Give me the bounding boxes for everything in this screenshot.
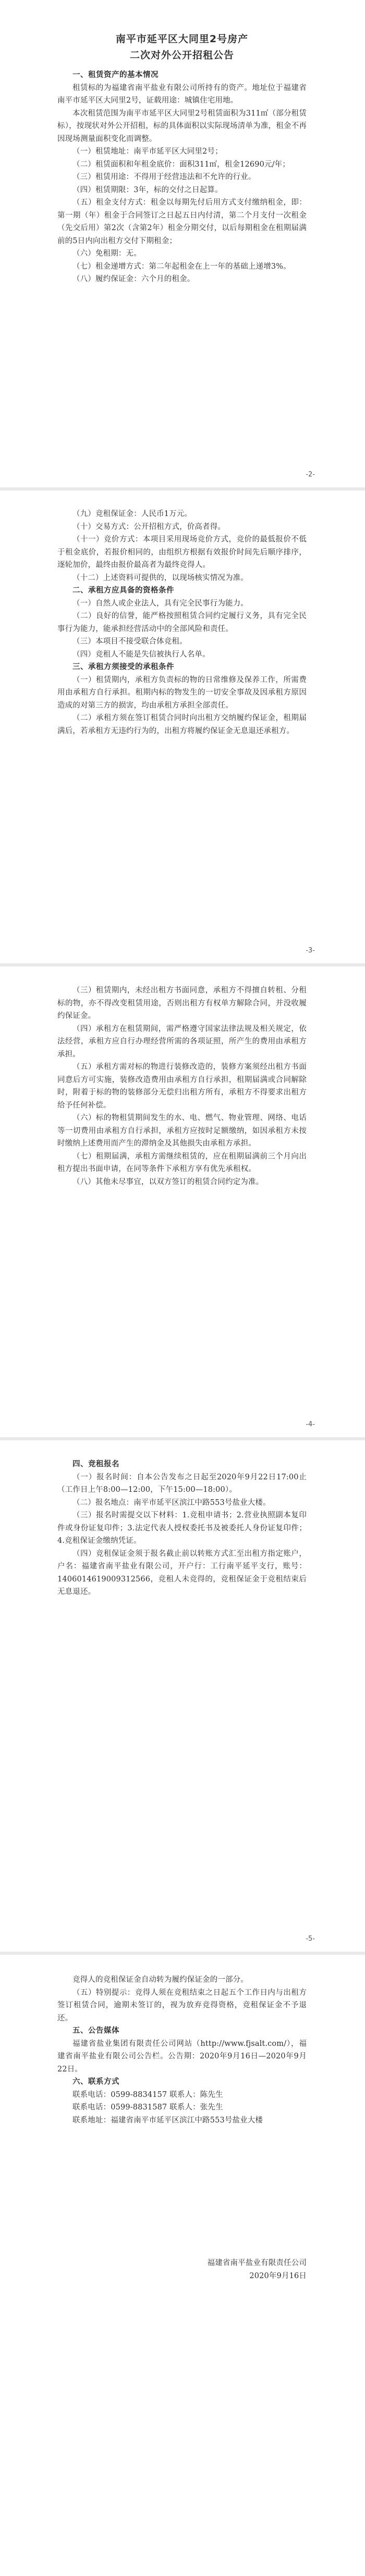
paragraph: 租赁标的为福建省南平盐业有限公司所持有的资产。地址位于福建省南平市延平区大同里2号，证载用途：城镇住宅用地。 [57, 83, 307, 105]
section-heading: 五、公告媒体 [72, 2027, 119, 2035]
paragraph: （三）本项目不接受联合体竞租。 [72, 637, 187, 646]
paragraph: （五）租金支付方式：租金以每期先付后用方式支付缴纳租金，即：第一期（年）租金于合同签订之日起五日内付清，第二个月支付一次租金（先交后用）第2次（含第2年）租金分期交付，以后每期租金在租期届满前的5日内向出租方交付下期租金； [57, 198, 307, 245]
paragraph: 本次租赁范围为南平市延平区大同里2号租赁面积为311㎡（部分租赁标），按现状对外公开招租，标的具体面积以实际现场清单为准，租金不再因现场测量面积变化而调整。 [57, 109, 307, 143]
paragraph: （五）特别提示：竞得人须在竞租结束之日起五个工作日内与出租方签订租赁合同，逾期未签订的，视为放弃竞得资格，竞租保证金不予退还。 [57, 1988, 307, 2022]
paragraph: （一）租赁地址：南平市延平区大同里2号； [72, 147, 223, 156]
paragraph: （八）履约保证金：六个月的租金。 [72, 275, 195, 283]
page-divider [0, 963, 365, 966]
page-3 [0, 984, 365, 1188]
signature-block [57, 2257, 307, 2282]
section-heading: 一、租赁资产的基本情况 [72, 71, 159, 79]
page-5-body [57, 1974, 307, 2127]
paragraph: （七）租金递增方式：第二年起租金在上一年的基础上递增3%。 [72, 262, 291, 271]
paragraph: 竞得人的竞租保证金自动转为履约保证金的一部分。 [72, 1976, 248, 1984]
paragraph: （八）其他未尽事宜，以双方签订的租赁合同约定为准。 [72, 1177, 264, 1186]
page-4 [0, 1458, 365, 1599]
page-4-body [57, 1458, 307, 1599]
paragraph: （十）交易方式：公开招租方式，价高者得。 [72, 522, 225, 531]
page-number: -2- [306, 471, 315, 479]
paragraph: （三）租赁期内，未经出租方书面同意，承租方不得擅自转租、分租标的物，亦不得改变租赁用途，否则出租方有权单方解除合同，并没收履约保证金。 [57, 986, 307, 1020]
paragraph: （四）承租方在租赁期间，需严格遵守国家法律法规及相关规定，依法经营，承租方应自行办理经营所需的各项证照，所产生的费用由承租方承担。 [57, 1024, 307, 1059]
paragraph: 福建省盐业集团有限责任公司网站（http://www.fjsalt.com/），福建省南平盐业有限公司公告栏。公告期：2020年9月16日—2020年9月22日。 [57, 2039, 307, 2074]
page-number: -5- [306, 1935, 315, 1943]
page-1 [0, 31, 365, 286]
paragraph: 联系电话：0599-8834157 联系人：陈先生 [72, 2090, 223, 2099]
page-2 [0, 508, 365, 737]
notice-title [57, 31, 307, 64]
page-number: -4- [306, 1421, 315, 1428]
paragraph: （一）报名时间：自本公告发布之日起至2020年9月22日17:00止（工作日上午8:00—12:00，下午15:00—18:00）。 [57, 1473, 307, 1494]
paragraph: （二）承租方须在签订租赁合同时向出租方交纳履约保证金，租期届满后，若承租方无违约行为的，出租方将履约保证金无息退还承租方。 [57, 714, 307, 735]
paragraph: （四）竞租保证金须于报名截止前以转账方式汇至出租方指定账户，户名：福建省南平盐业有限公司，开户行：工行南平延平支行，账号：1406014619009312566，竞租人未竞得的，竞租保证金于竞租结束后无息退还。 [57, 1549, 307, 1596]
page-divider [0, 1437, 365, 1440]
paragraph: （十二）上述资料可提供的，以现场核实情况为准。 [72, 573, 248, 582]
paragraph: （七）租期届满，承租方需继续租赁的，应在租期届满前三个月向出租方提出书面申请，在同等条件下承租方享有优先承租权。 [57, 1152, 307, 1173]
page-divider [0, 487, 365, 491]
paragraph: （四）租赁期限：3年，标的交付之日起算。 [72, 185, 223, 194]
paragraph: （三）报名时需提交以下材料：1.竞租申请书；2.营业执照副本复印件或身份证复印件；3.法定代表人授权委托书及被委托人身份证复印件；4.竞租保证金缴纳凭证。 [57, 1511, 307, 1545]
paragraph: （一）自然人或企业法人，具有完全民事行为能力。 [72, 599, 248, 608]
paragraph: （五）承租方需对标的物进行装修改造的，装修方案须经出租方书面同意后方可实施，装修改造费用由承租方自行承担，租期届满或合同解除时，附着于标的物的装修部分无偿归出租方所有，承租方不得要求出租方给予任何补偿。 [57, 1063, 307, 1110]
notice-title-line-1: 南平市延平区大同里2号房产 [115, 33, 249, 45]
section-heading: 六、联系方式 [72, 2078, 119, 2086]
paragraph: 联系地址：福建省南平市延平区滨江中路553号盐业大楼 [72, 2116, 263, 2125]
notice-title-line-2: 二次对外公开招租公告 [129, 49, 234, 61]
page-3-body [57, 984, 307, 1188]
paragraph: （二）租赁面积和年租金底价：面积311㎡，租金12690元/年； [72, 160, 290, 169]
paragraph: （四）竞租人不能是失信被执行人名单。 [72, 650, 210, 659]
page-divider [0, 1952, 365, 1955]
paragraph: （九）竞租保证金：人民币1万元。 [72, 510, 192, 518]
paragraph: （一）租赁期内，承租方负责标的物的日常维修及保养工作，所需费用由承租方自行承担。租期内标的物发生的一切安全事故及因承租方原因造成的对第三方的损害，均由承租方承担全部责任。 [57, 675, 307, 710]
paragraph: （三）租赁用途：不得用于经营违法和不允许的行业。 [72, 173, 256, 181]
paragraph: （六）免租期：无。 [72, 249, 141, 258]
paragraph: （六）标的物租赁期间发生的水、电、燃气、物业管理、网络、电话等一切费用由承租方自行承担，承租方应按时足额缴纳，如因承租方未按时缴纳上述费用而产生的滞纳金及其他损失由承租方承担。 [57, 1114, 307, 1148]
paragraph: 联系电话：0599-8831587 联系人：张先生 [72, 2103, 223, 2112]
paragraph: （十一）竞价方式：本项目采用现场竞价方式，竞价的最低报价不低于租金底价，若报价相同的，由组织方根据有效报价时间先后顺序排序，逐轮加价，最终由报价最高者为最终竞得人。 [57, 535, 307, 569]
signature-org: 福建省南平盐业有限责任公司 [207, 2259, 307, 2267]
page-2-body [57, 508, 307, 737]
section-heading: 三、承租方须接受的承租条件 [72, 663, 174, 671]
paragraph: （二）报名地点：南平市延平区滨江中路553号盐业大楼。 [72, 1498, 271, 1507]
section-heading: 二、承租方应具备的资格条件 [72, 586, 174, 595]
page-number: -3- [306, 947, 315, 954]
signature-date: 2020年9月16日 [249, 2271, 307, 2280]
page-5 [0, 1974, 365, 2282]
paragraph: （二）良好的信誉，能严格按照租赁合同约定履行义务，具有完全民事行为能力，能承担经营活动中的全部风险和责任。 [57, 612, 307, 633]
section-heading: 四、竞租报名 [72, 1460, 119, 1468]
page-1-body [57, 69, 307, 286]
